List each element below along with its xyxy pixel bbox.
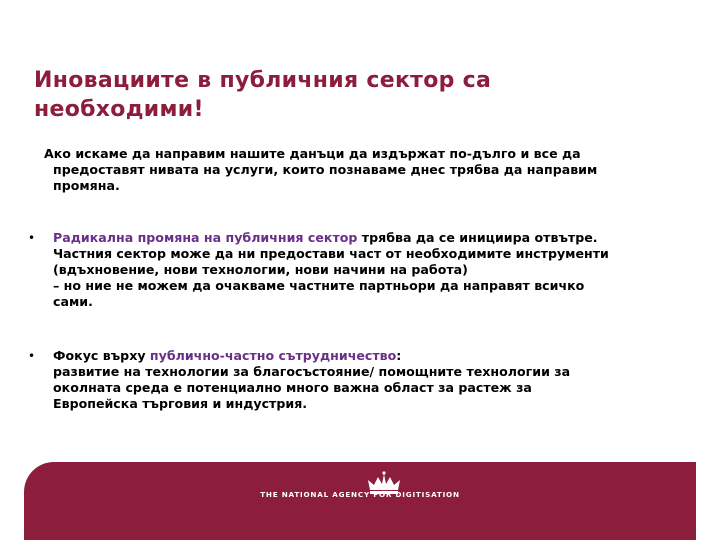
bullet-1-line2: Частния сектор може да ни предостави част от необходимите инструменти (53, 246, 609, 261)
bullet-2-lead: Фокус върху (53, 348, 150, 363)
bullet-2-line2: развитие на технологии за благосъстояние/ помощните технологии за (53, 364, 571, 379)
bullet-1-line1 (53, 230, 693, 246)
intro-paragraph (44, 146, 684, 194)
bullet-2-line1 (53, 348, 693, 364)
bullet-2-colon: : (396, 348, 402, 363)
intro-line1: Ако искаме да направим нашите данъци да издържат по-дълго и все да (44, 146, 581, 161)
bullet-2-line3: околната среда е потенциално много важна област за растеж за (53, 380, 532, 395)
bullet-body-2 (53, 348, 693, 412)
agency-name: THE NATIONAL AGENCY FOR DIGITISATION (260, 490, 460, 499)
bullet-dot-icon: • (28, 231, 36, 245)
bullet-1-highlight: Радикална промяна на публичния сектор (53, 230, 358, 245)
bullet-2-highlight: публично-частно сътрудничество (149, 348, 397, 363)
bullet-1-line4: – но ние не можем да очакваме частните партньори да направят всичко (53, 278, 585, 293)
slide-title-line1: Иновациите в публичния сектор са (34, 68, 492, 93)
slide-title-line2: необходими! (34, 97, 204, 122)
bullet-1-line5: сами. (53, 294, 93, 309)
bullet-1-line1-rest: трябва да се инициира отвътре. (357, 230, 598, 245)
intro-line3: промяна. (53, 178, 120, 193)
bullet-dot-icon: • (28, 349, 36, 363)
bullet-1-line3: (вдъхновение, нови технологии, нови начини на работа) (53, 262, 468, 277)
bullet-body-1 (53, 230, 693, 310)
footer-band (24, 462, 696, 540)
bullet-2-line4: Европейска търговия и индустрия. (53, 396, 308, 411)
slide-title (34, 66, 674, 124)
intro-line2: предоставят нивата на услуги, които познаваме днес трябва да направим (53, 162, 598, 177)
